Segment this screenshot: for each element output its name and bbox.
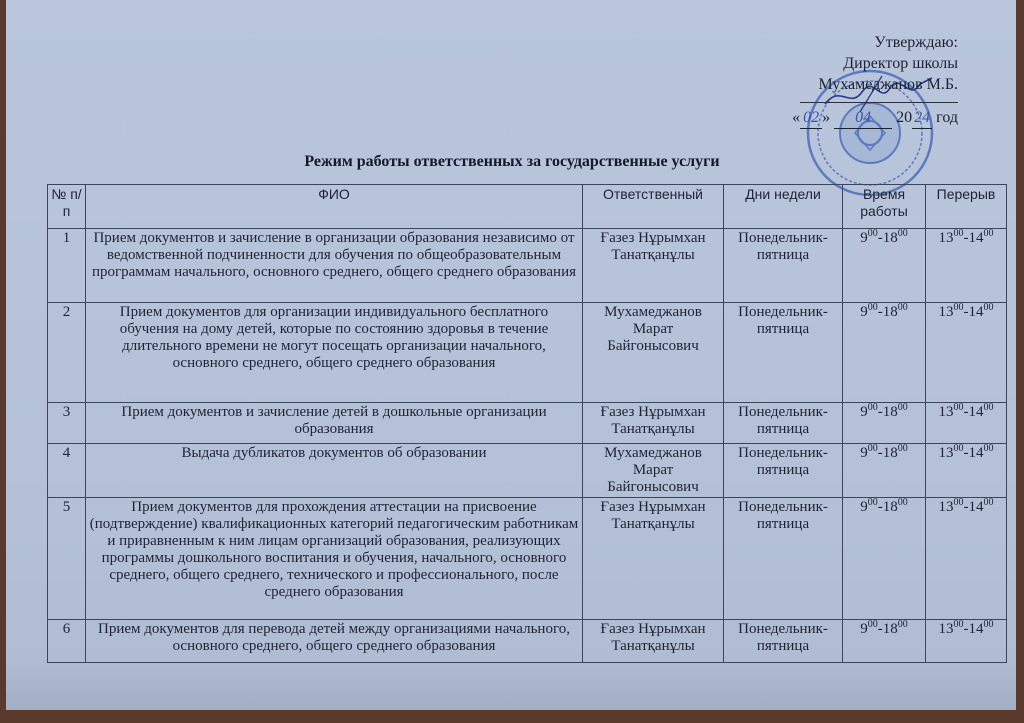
header-days: Дни недели bbox=[724, 185, 843, 229]
approval-date: « 02 » 04 20 24 год bbox=[792, 107, 958, 129]
approval-position: Директор школы bbox=[843, 55, 958, 72]
work-days: Понедельник-пятница bbox=[724, 498, 843, 620]
work-time: $9^{00}-18^{00}$ bbox=[843, 403, 926, 444]
work-time: $9^{00}-18^{00}$ bbox=[843, 303, 926, 403]
break-time: $13^{00}-14^{00}$ bbox=[926, 303, 1007, 403]
responsible-person: Мухамеджанов Марат Байгонысович bbox=[583, 303, 724, 403]
service-name: Прием документов и зачисление в организации образования независимо от ведомственной подчиненности для обучения по общеобразовательным программам начального, основного среднего, общего среднего образования bbox=[86, 229, 583, 303]
row-number: 6 bbox=[48, 620, 86, 663]
work-time: $9^{00}-18^{00}$ bbox=[843, 229, 926, 303]
document-title: Режим работы ответственных за государственные услуги bbox=[304, 153, 720, 170]
work-days: Понедельник-пятница bbox=[724, 303, 843, 403]
row-number: 5 bbox=[48, 498, 86, 620]
service-name: Прием документов и зачисление детей в дошкольные организации образования bbox=[86, 403, 583, 444]
responsible-person: Ғазез Нұрымхан Танатқанұлы bbox=[583, 498, 724, 620]
table-row bbox=[48, 229, 1007, 303]
service-name: Прием документов для перевода детей между организациями начального, основного среднего, общего среднего образования bbox=[86, 620, 583, 663]
header-break: Перерыв bbox=[926, 185, 1007, 229]
table-row bbox=[48, 498, 1007, 620]
work-days: Понедельник-пятница bbox=[724, 403, 843, 444]
header-time: Время работы bbox=[843, 185, 926, 229]
date-month: 04 bbox=[834, 107, 892, 129]
break-time: $13^{00}-14^{00}$ bbox=[926, 229, 1007, 303]
responsible-person: Ғазез Нұрымхан Танатқанұлы bbox=[583, 229, 724, 303]
break-time: $13^{00}-14^{00}$ bbox=[926, 498, 1007, 620]
work-days: Понедельник-пятница bbox=[724, 620, 843, 663]
table-header-row bbox=[48, 185, 1007, 229]
row-number: 1 bbox=[48, 229, 86, 303]
header-responsible: Ответственный bbox=[583, 185, 724, 229]
service-name: Выдача дубликатов документов об образовании bbox=[86, 444, 583, 498]
paper-shadow bbox=[6, 660, 1016, 710]
header-num: № п/п bbox=[48, 185, 86, 229]
schedule-table bbox=[47, 184, 1007, 663]
table-row bbox=[48, 303, 1007, 403]
work-days: Понедельник-пятница bbox=[724, 444, 843, 498]
work-time: $9^{00}-18^{00}$ bbox=[843, 444, 926, 498]
table-row bbox=[48, 403, 1007, 444]
work-time: $9^{00}-18^{00}$ bbox=[843, 498, 926, 620]
row-number: 3 bbox=[48, 403, 86, 444]
signature-line bbox=[800, 102, 958, 103]
work-days: Понедельник-пятница bbox=[724, 229, 843, 303]
work-time: $9^{00}-18^{00}$ bbox=[843, 620, 926, 663]
break-time: $13^{00}-14^{00}$ bbox=[926, 403, 1007, 444]
row-number: 4 bbox=[48, 444, 86, 498]
header-name: ФИО bbox=[86, 185, 583, 229]
break-time: $13^{00}-14^{00}$ bbox=[926, 620, 1007, 663]
service-name: Прием документов для организации индивидуального бесплатного обучения на дому детей, которые по состоянию здоровья в течение длительного времени не могут посещать организации начального, основного среднего, общего среднего образования bbox=[86, 303, 583, 403]
break-time: $13^{00}-14^{00}$ bbox=[926, 444, 1007, 498]
row-number: 2 bbox=[48, 303, 86, 403]
table-row bbox=[48, 444, 1007, 498]
approval-label: Утверждаю: bbox=[874, 34, 958, 51]
date-year: 24 bbox=[912, 107, 932, 129]
responsible-person: Ғазез Нұрымхан Танатқанұлы bbox=[583, 403, 724, 444]
responsible-person: Ғазез Нұрымхан Танатқанұлы bbox=[583, 620, 724, 663]
service-name: Прием документов для прохождения аттестации на присвоение (подтверждение) квалификационных категорий педагогическим работникам и приравненным к ним лицам организаций образования, реализующих программы дошкольного воспитания и обучения, начального, основного среднего, общего среднего, технического и профессионального, после среднего образования bbox=[86, 498, 583, 620]
approval-block bbox=[792, 32, 958, 129]
responsible-person: Мухамеджанов Марат Байгонысович bbox=[583, 444, 724, 498]
approval-director-name: Мухамеджанов М.Б. bbox=[818, 76, 958, 93]
table-row bbox=[48, 620, 1007, 663]
date-day: 02 bbox=[800, 107, 822, 129]
